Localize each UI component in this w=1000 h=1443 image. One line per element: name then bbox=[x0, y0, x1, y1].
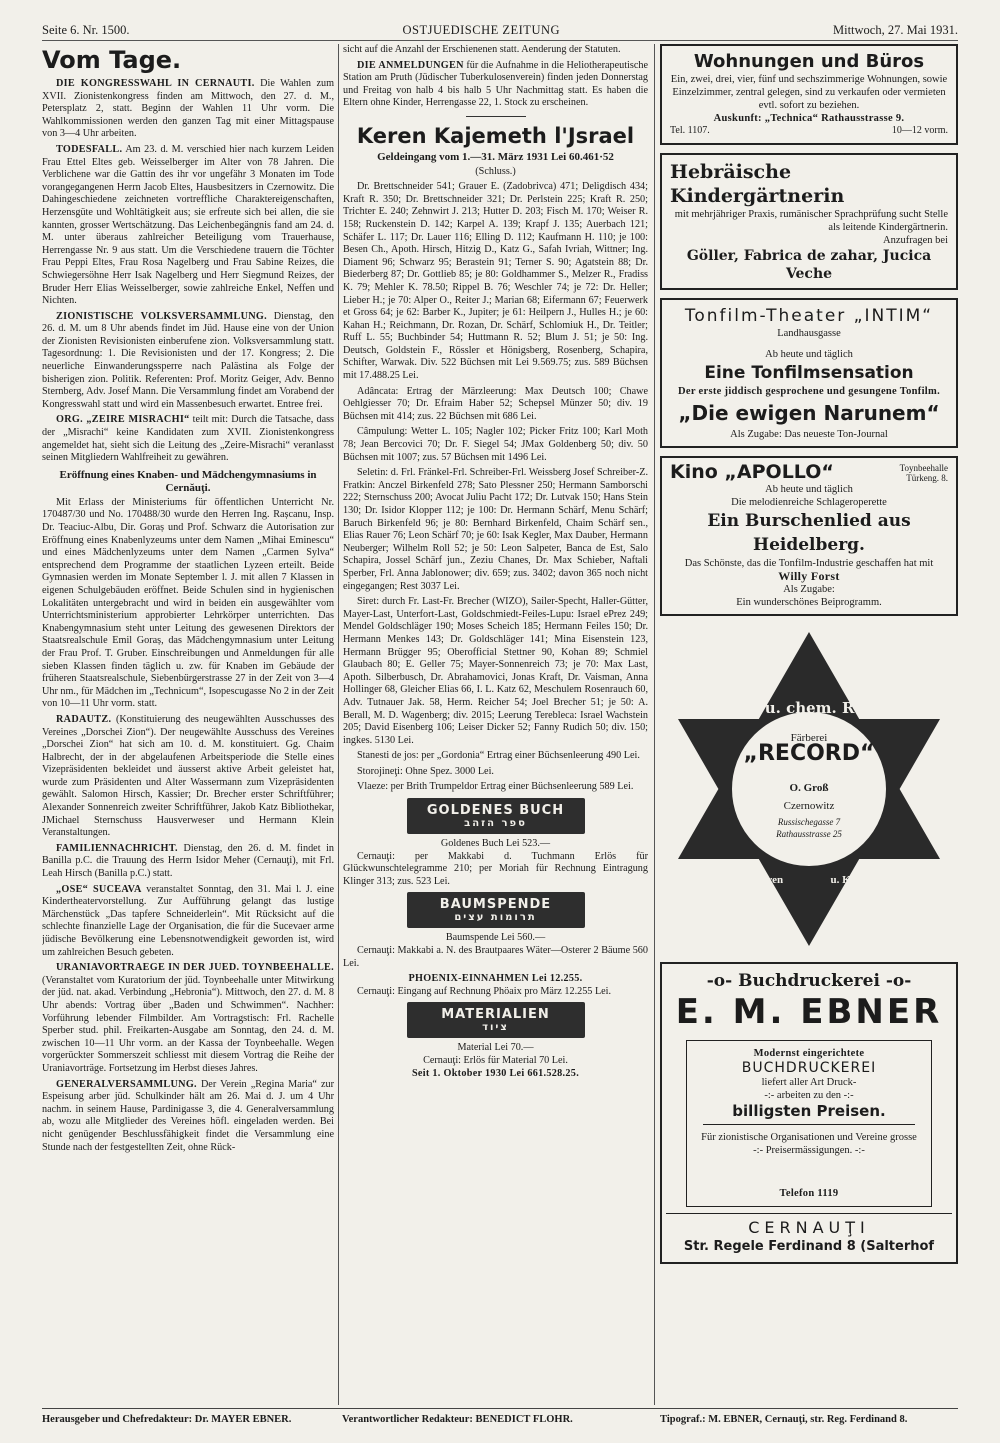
column-rule-left bbox=[338, 44, 339, 1405]
record-arc-top: Färberei u. chem. Reinigung bbox=[688, 698, 930, 717]
ad-line: liefert aller Art Druck- bbox=[761, 1077, 857, 1089]
masthead bbox=[42, 20, 958, 41]
left-column bbox=[42, 44, 334, 1405]
goldenes-buch-banner: GOLDENES BUCH ספר הזהב bbox=[407, 798, 585, 834]
ad-phone-row bbox=[670, 125, 948, 138]
record-city: Czernowitz bbox=[783, 799, 835, 812]
ad-line: Ab heute und täglich bbox=[765, 348, 853, 360]
ad-contact: Göller, Fabrica de zahar, Jucica Veche bbox=[686, 247, 932, 282]
news-item: DIE ANMELDUNGEN für die Aufnahme in die Heliotherapeutische Station am Pruth (Jüdischer Tuberkulosenverein) finden jeden Donnerstag und Freitag von halb 4 bis halb 5 Uhr Nachmittag statt. Es haben die Eltern ohne Kinder, Herrengasse 22, 1. Stock zu erscheinen. bbox=[343, 59, 648, 109]
donation-list: Vlaeze: per Brith Trumpeldor Ertrag einer Büchsenleerung 589 Lei. bbox=[357, 781, 634, 793]
news-item: TODESFALL. Am 23. d. M. verschied hier nach kurzem Leiden Frau Ettel Eltes geb. Weisselberger im Alter von 78 Jahren. Die Verblichene war die Gattin des ihr vor ungefähr 3 Monaten im Tode vorangegangenen Herrn Jacob Eltes, Hausbesitzers in Czernowitz. Die Dahingeschiedene zeichneten vortreffliche Charaktereigenschaften, Herzensgüte und Wohltätigkeit aus; sie erfreute sich bei allen, die sie kannten, grosser Wertschätzung. Das Leichenbegängnis fand am 24. d. M. unter überaus zahlreicher Beteiligung vom Trauerhause, Herrengasse Nr. 9 aus statt. Um die Verschiedene trauern die Töchter Frau Peppi Eltes, Frau Rosa Nagelberg und Frau Sabine Reizes, die Schwiegersöhne Herr Isak Nagelberg und Herr Siegmund Reizes, der Bruder Herr Elias Weisselberger, sowie zahlreiche Enkel, Neffen und Nichten. bbox=[42, 143, 334, 307]
ad-inquire: Anzufragen bei bbox=[882, 234, 948, 246]
ad-header bbox=[670, 463, 948, 483]
column-rule-right bbox=[654, 44, 655, 1405]
ad-text: Ein, zwei, drei, vier, fünf und sechszimmerige Wohnungen, sowie Einzelzimmer, zentral gelegen, sind zu verkaufen oder vermieten evtl. sofort zu beziehen. bbox=[670, 74, 948, 111]
ad-contact: Auskunft: „Technica“ Rathausstrasse 9. bbox=[713, 113, 905, 124]
film-title: Ein Burschenlied aus Heidelberg. bbox=[707, 510, 911, 555]
donation-list: Seletin: d. Frl. Fränkel-Frl. Schreiber-Frl. Weissberg Josef Schreiber-Z. Fratkin: Anczel Birkenfeld 278; Sato Plessner 250; Hermann Samborschi 222; Sternschuss 200; Avocat Juliu Pacht 172; Dr. Lutvak 150; Hans Stein 130; Dr. Isidor Klopper 112; je 100: Dr. Hermann Schärf, Menu Schärf; Baruch Birkenfeld 96; je 80: Bernhard Birkenfeld, Chaim Schärf sen., Elias Rauer 76; Leon Schärf 70; je 60: Isak Kegler, Max Dauber, Hermann Neuberger; Wilhelm Roll 52; je 50: Leon Salpeter, Banca de Est, Salo Schapira, Jossel Schärf jun., Zeziu Chanes, Dr. Max Schieber, Naftali Sperber, Frl. Anna Jablonower; div. 659; zus. 3402; davon 365 noch nicht eingegangen; Rest 3037 Lei. bbox=[343, 467, 648, 592]
section-title: Vom Tage. bbox=[42, 46, 182, 74]
ad-line: Ab heute und täglich bbox=[765, 483, 853, 495]
record-arc-right: u. Kinder Garderobe bbox=[830, 873, 930, 886]
schluss-note: (Schluss.) bbox=[475, 165, 516, 177]
actor-name: Willy Forst bbox=[778, 568, 840, 583]
ad-line: Modernst eingerichtete bbox=[753, 1047, 865, 1059]
middle-column bbox=[343, 44, 648, 1405]
ad-line: Für zionistische Organisationen und Vereine grosse bbox=[701, 1131, 917, 1143]
footer bbox=[42, 1408, 958, 1431]
news-item: GENERALVERSAMMLUNG. Der Verein „Regina Maria“ zur Espeisung arber jüd. Schulkinder hält am 26. Mai d. J. um 4 Uhr nachm. in seinem Hause, Pardinigasse 3, die 4. Generalversammlung ab, wozu alle Mitglieder des Vereines höfl. eingeladen werden. Bei nicht genügender Beschlussfähigkeit findet die Versammlung eine Stunde nach der festgestellten Zeit, ohne Rück- bbox=[42, 1078, 334, 1153]
ad-title: Hebräische Kindergärtnerin bbox=[670, 160, 845, 207]
ad-intim bbox=[660, 298, 958, 448]
ad-street: Landhausgasse bbox=[777, 327, 841, 339]
news-item: ORG. „ZEIRE MISRACHI“ teilt mit: Durch die Tatsache, dass der „Misrachi“ keine Kandidaten zum XVII. Zionistenkongress angemeldet hat, sieht sich die Leitung des „Zeire-Misrachi“ veranlasst seinen Mitgliedern Wahlfreiheit zu gewähren. bbox=[42, 414, 334, 464]
geldeingang: Geldeingang vom 1.—31. März 1931 Lei 60.461·52 bbox=[377, 150, 614, 163]
editor-credit: Verantwortlicher Redakteur: BENEDICT FLOHR. bbox=[342, 1414, 573, 1425]
ad-address: Toynbeehalle Türkeng. 8. bbox=[899, 462, 948, 483]
ad-wohnungen bbox=[660, 44, 958, 145]
donation-list: Dr. Brettschneider 541; Grauer E. (Zadobrivca) 471; Deligdisch 434; Kraft R. 350; Dr. Brettschneider 321; Dr. Perlstein 225; Kraft R. 250; Trichter E. 240; Zehnwirt J. 213; Hutter D. 203; Fisch M. 170; Weiser R. 158; Ruckenstein D. 142; Karpel A. 139; Krapf J. 135; Auerbach 121; Schäfer L. 117; Dr. Lauer 116; Elling D. 112; Kaufmann H. 110; je 100: Besen Ch., Apoth. Hirsch, Hitzig D., Katz G., Safah Ivriah, Wittner; Ing. Diament 96; Schwarz 95; Berastein 91; Terner S. 90; Agatstein 88; Dr. Biederberg 87; Dr. Gottlieb 85; je 80: Goldhammer S., Melzer R., Fradiss K. 79; Mehler K. 78.50; Rippel B. 76; Weschler 74; je 72: Dr. Heller; Lieber H.; je 70: Alper O., Reiter J.; Marian 68; Eifermann 67; Feuerwerk et Gross 64; je 62: Barber K., Jupiter; je 61: Heilpern J., Hulles H.; je 60: Kahan H.; Reichmann, Dr. Rozan, Dr. Schärf, Schlomiuk H., Dr. Teitler; Ruff L. 55; Buchbinder 54; Huttmann R. 52; Blum J. 51; je 50: Ing. Deutsch, Goldstein F., Rössler et Hönigsberg, Rosenberg, Schapira, Schifter, Warwak. Div. 522 Büchsen mit Lei 9.569.75; zus. 589 Büchsen mit 17.488.25 Lei. bbox=[343, 181, 648, 382]
ad-line: Die melodienreiche Schlageroperette bbox=[731, 496, 887, 508]
materialien-banner: MATERIALIEN ציוד bbox=[407, 1002, 585, 1038]
baumspende-banner: BAUMSPENDE תרומות עצים bbox=[407, 892, 585, 928]
ad-text: mit mehrjähriger Praxis, rumänischer Sprachprüfung sucht Stelle als leitende Kindergärtnerin. bbox=[674, 208, 948, 233]
ad-title: Kino „APOLLO“ bbox=[670, 461, 834, 484]
donation-list: Siret: durch Fr. Last-Fr. Brecher (WIZO), Sailer-Specht, Haller-Gütter, Mayer-Last, Unterfort-Last, Goldschmiedt-Feiles-Lupu: Israel ePrez 249; Mendel Goldschläger 190; Moses Scheich 185; Hermann Feiles 150; Dr. Hermann Menkes 143; Dr. Goldschläger 141; Mina Eisenstein 123, Hermann Brügger 95; Oberofficial Stettner 90, Kohan 89; Schmiel Glaubach 80; E. Geller 75; Mayer-Sonnenreich 73; je 70: Max Last, Apoth. Silberbusch, Dr. Abrahamovici, Jonas Kraft, Dr. Vaisman, Anna Hollinger 68, Gleicher Elias 66, I. L. Katz 62, Meschulem Rosenrauch 60, Adv. Tutnauer Jak. 58, Herm. Reicher 54; Joel Brecher 51; je 50: A. Berall, M. D. Wagenberg; div. 2015; Leerung Terebleca: Israel Wachstein 205; David Eisenberg 106; Leiser Dicker 52; Fanny Rudich 50; div. 150; ingkes. 5130 Lei. bbox=[343, 596, 648, 746]
ad-record-star bbox=[660, 624, 958, 954]
ad-apollo bbox=[660, 456, 958, 616]
news-item: „OSE“ SUCEAVA veranstaltet Sonntag, den 31. Mai l. J. eine Kindertheatervorstellung. Zur Aufführung gelangt das lustige Märchenstück „Das tapfere Schneiderlein“. Mit Rücksicht auf die schlechte finanzielle Lage der Organisation, die für die Sucevaer arme jüdische Bevölkerung eine Lebensnotwendigkeit geworden ist, wird um zahlreichen Besuch gebeten. bbox=[42, 883, 334, 958]
keren-kajemeth-title: Keren Kajemeth l'Jsrael bbox=[356, 123, 635, 148]
ad-phone: Tel. 1107. bbox=[670, 125, 710, 136]
printer-address: Str. Regele Ferdinand 8 (Salterhof bbox=[683, 1238, 935, 1254]
right-column bbox=[660, 44, 958, 1405]
phoenix-text: Cernauţi: Eingang auf Rechnung Phöaix pro März 12.255 Lei. bbox=[357, 985, 612, 997]
news-item: ZIONISTISCHE VOLKSVERSAMMLUNG. Dienstag, den 26. d. M. um 8 Uhr abends findet im Jüd. Hause eine von der Union der Zionisten Revisionisten einberufene zion. Volksversammlung statt. Tagesordnung: 1. Die Revisionisten und der 17. Kongress; 2. Die neuerliche Einwanderungssperre nach Palästina als Folge der bisherigen zion. Politik. Referenten: Prof. Moritz Geiger, Adv. Benno Sternberg, Adv. Josef Mann. Die Versammlung findet am Vorabend der Kongresswahl statt und wird ein Massenbesuch erwartet. Entree frei. bbox=[42, 310, 334, 410]
news-item: URANIAVORTRAEGE IN DER JUED. TOYNBEEHALLE. (Veranstaltet vom Kuratorium der jüd. Toynbeehalle unter Mitwirkung der jüd. nat. akad. Verbindung „Hebronia“). Mittwoch, den 27. d. M. 8 Uhr abends: Vortrag über „Baden und Schwimmen“. Nachher: Vorführung lebender Filmbilder. Am Vortragstisch: Frl. Rachelle Sperber stud. phil. Freikarten-Ausgabe am Sonntag, den 24. d. M. zwischen 10—11 Uhr vorm. an der Kassa der Toynbeehalle. Wegen vorgerückter Sommerszeit schliesst mit diesem Vortrag die Reihe der Uraniavorträge. Fortsetzung im Herbst dieses Jahres. bbox=[42, 962, 334, 1074]
newspaper-title: OSTJUEDISCHE ZEITUNG bbox=[402, 22, 561, 37]
printer-name: E. M. EBNER bbox=[675, 991, 943, 1032]
donation-list: Storojineţi: Ohne Spez. 3000 Lei. bbox=[357, 765, 494, 777]
continued-text: sicht auf die Anzahl der Erschienenen statt. Aenderung der Statuten. bbox=[343, 44, 621, 55]
record-address: Rathausstrasse 25 bbox=[776, 828, 842, 839]
news-item: Mit Erlass der Ministeriums für öffentlichen Unterricht Nr. 170487/30 und No. 170488/30 wurde den Herren Ing. Rașcanu, Insp. Dr. Teaciuc-Albu, Dir. Goraș und Prof. Schwarz die Autorisation zur Eröffnung eines Knabenlyzeums unter dem Namen „Mihai Eminescu“ und eines Mädchenlyzeums unter dem Namen „Carmen Sylva“ entsprechend dem Programme der staatlichen Lyzeen erteilt. Beide Gymnasien werden im Monate September l. J. mit allen 7 Klassen in eigenen Schulgebäuden eröffnet. Beide Schulen sind in hygienischen Lokalitäten untergebracht und wird in beiden ein ausgewählter vom Unterrichtsministerium approbierter Lehrkörper unterrichten. Das Knabengymnasium steht unter Leitung des gewesenen Direktors der Staatsrealschule Emil Goraș, das Mädchengymnasium unter Leitung der Frau Prof. T. Gruber. Einschreibungen und Anmeldungen für alle sieben Klassen finden täglich u. zw. für Knaben im Gebäude der früheren Staatsrealschule, Siebenbürgerstrasse 27 in der Zeit von 3—4 Uhr nm., für Mädchen im „Technicum“, Isopescugasse No 2 in der Zeit von 10—11 Uhr vorm. statt. bbox=[42, 496, 334, 710]
page-number: Seite 6. Nr. 1500. bbox=[42, 22, 130, 37]
record-line: Färberei bbox=[790, 731, 828, 744]
ad-title: Wohnungen und Büros bbox=[693, 51, 925, 72]
goldenes-buch-text: Cernauţi: per Makkabi d. Tuchmann Erlös für Glückwunschtelegramme 210; per Moriah für Rechnung Eintragung Klinger 313; zus. 523 Lei. bbox=[343, 850, 648, 887]
ad-line: -:- arbeiten zu den -:- bbox=[764, 1090, 854, 1102]
goldenes-buch-summary: Goldenes Buch Lei 523.— bbox=[440, 838, 551, 850]
ad-hours: 10—12 vorm. bbox=[891, 125, 948, 136]
news-item: FAMILIENNACHRICHT. Dienstag, den 26. d. M. findet in Banilla p.C. die Trauung des Herrn Isidor Meher (Cernauţi), mit Frl. Leah Hirsch (Banilla p.C.) statt. bbox=[42, 842, 334, 880]
news-headline: Eröffnung eines Knaben- und Mädchengymnasiums in Cernăuţi. bbox=[59, 468, 317, 494]
ad-line: Als Zugabe: Das neueste Ton-Journal bbox=[730, 428, 888, 440]
ad-ebner bbox=[660, 962, 958, 1264]
ad-line: Ein wunderschönes Beiprogramm. bbox=[736, 596, 882, 608]
materialien-text: Cernauţi: Erlös für Material 70 Lei. bbox=[423, 1055, 568, 1066]
record-brand: „RECORD“ bbox=[743, 740, 875, 766]
printer-city: CERNAUŢI bbox=[666, 1213, 952, 1238]
materialien-summary: Material Lei 70.— bbox=[457, 1042, 534, 1054]
ad-kindergarten bbox=[660, 153, 958, 290]
ad-line: Der erste jiddisch gesprochene und gesungene Tonfilm. bbox=[678, 385, 940, 397]
ad-line: billigsten Preisen. bbox=[732, 1102, 886, 1121]
record-owner: O. Groß bbox=[789, 781, 829, 794]
record-arc-left: von Damen,Herren bbox=[692, 873, 784, 886]
printer-phone: Telefon 1119 bbox=[779, 1187, 839, 1199]
ad-line: -:- Preisermässigungen. -:- bbox=[753, 1144, 865, 1156]
ad-line: BUCHDRUCKEREI bbox=[741, 1059, 877, 1076]
ad-title: -o- Buchdruckerei -o- bbox=[706, 970, 912, 991]
record-address: Russischegasse 7 bbox=[777, 816, 841, 827]
publisher-credit: Herausgeber und Chefredakteur: Dr. MAYER EBNER. bbox=[42, 1414, 292, 1425]
baumspende-summary: Baumspende Lei 560.— bbox=[445, 932, 546, 944]
ad-line: Das Schönste, das die Tonfilm-Industrie geschaffen hat mit bbox=[684, 557, 934, 569]
ad-title: Tonfilm-Theater „INTIM“ bbox=[684, 305, 934, 326]
divider bbox=[466, 116, 526, 117]
donation-list: Stanesti de jos: per „Gordonia“ Ertrag einer Büchsenleerung 490 Lei. bbox=[357, 750, 640, 762]
ad-headline: Eine Tonfilmsensation bbox=[704, 362, 914, 383]
phoenix-title: PHOENIX-EINNAHMEN Lei 12.255. bbox=[408, 973, 583, 985]
news-item: RADAUTZ. (Konstituierung des neugewählten Ausschusses des Vereines „Dorschei Zion“). Der neugewählte Ausschuss des Vereines „Dorschei Zion“ hat sich am 10. d. M. konstituiert. Gg. Chaim Halbrecht, der in der abgelaufenen Arbeitsperiode die Stelle eines Vizepräsidenten bekleidet und äusserst aktive Arbeit geleistet hat, wurde zum Präsidenten und Alter Wassermann zum Vizepräsidenten gewählt. Salomon Hirsch, Kassier; Dr. Brecher erster Schriftführer; Alexander Sonnenreich zweiter Schriftführer, Jakob Katz Bibliothekar, JMichael Sternschuss Hausverweser und Hermann Klein Veranstaltungen. bbox=[42, 713, 334, 839]
baumspende-text: Cernauţi: Makkabi a. N. des Brautpaares Wäter—Osterer 2 Bäume 560 Lei. bbox=[343, 945, 648, 969]
donation-list: Câmpulung: Wetter L. 105; Nagler 102; Picker Fritz 100; Karl Moth 78; Jean Bercovici 70; Dr. F. Siegel 54; JMax Goldenberg 50; div. 50 Büchsen mit 1007; zus. 57 Büchsen mit 1496 Lei. bbox=[343, 426, 648, 463]
printer-box bbox=[686, 1040, 932, 1207]
donation-list: Adâncata: Ertrag der Märzleerung: Max Deutsch 100; Chawe Oehlgiesser 70; Dr. Efraim Haber 52; Schepsel Münzer 50; div. 19 Büchsen mit 414; zus. 22 Büchsen mit 686 Lei. bbox=[343, 385, 648, 422]
printer-credit: Tipograf.: M. EBNER, Cernauţi, str. Reg. Ferdinand 8. bbox=[660, 1414, 908, 1425]
news-item: DIE KONGRESSWAHL IN CERNAUTI. Die Wahlen zum XVII. Zionistenkongress finden am Mittwoch, den 27. d. M., Petersplatz 2, statt. Beginn der Wahlen 11 Uhr vorm. Die Wahlkommissionen werden den ganzen Tag mit einer Mittagspause von 3—4 Uhr arbeiten. bbox=[42, 78, 334, 140]
film-title: „Die ewigen Narunem“ bbox=[678, 400, 940, 425]
issue-date: Mittwoch, 27. Mai 1931. bbox=[833, 22, 958, 37]
ad-line: Als Zugabe: bbox=[783, 583, 835, 595]
materialien-total: Seit 1. Oktober 1930 Lei 661.528.25. bbox=[411, 1067, 580, 1079]
